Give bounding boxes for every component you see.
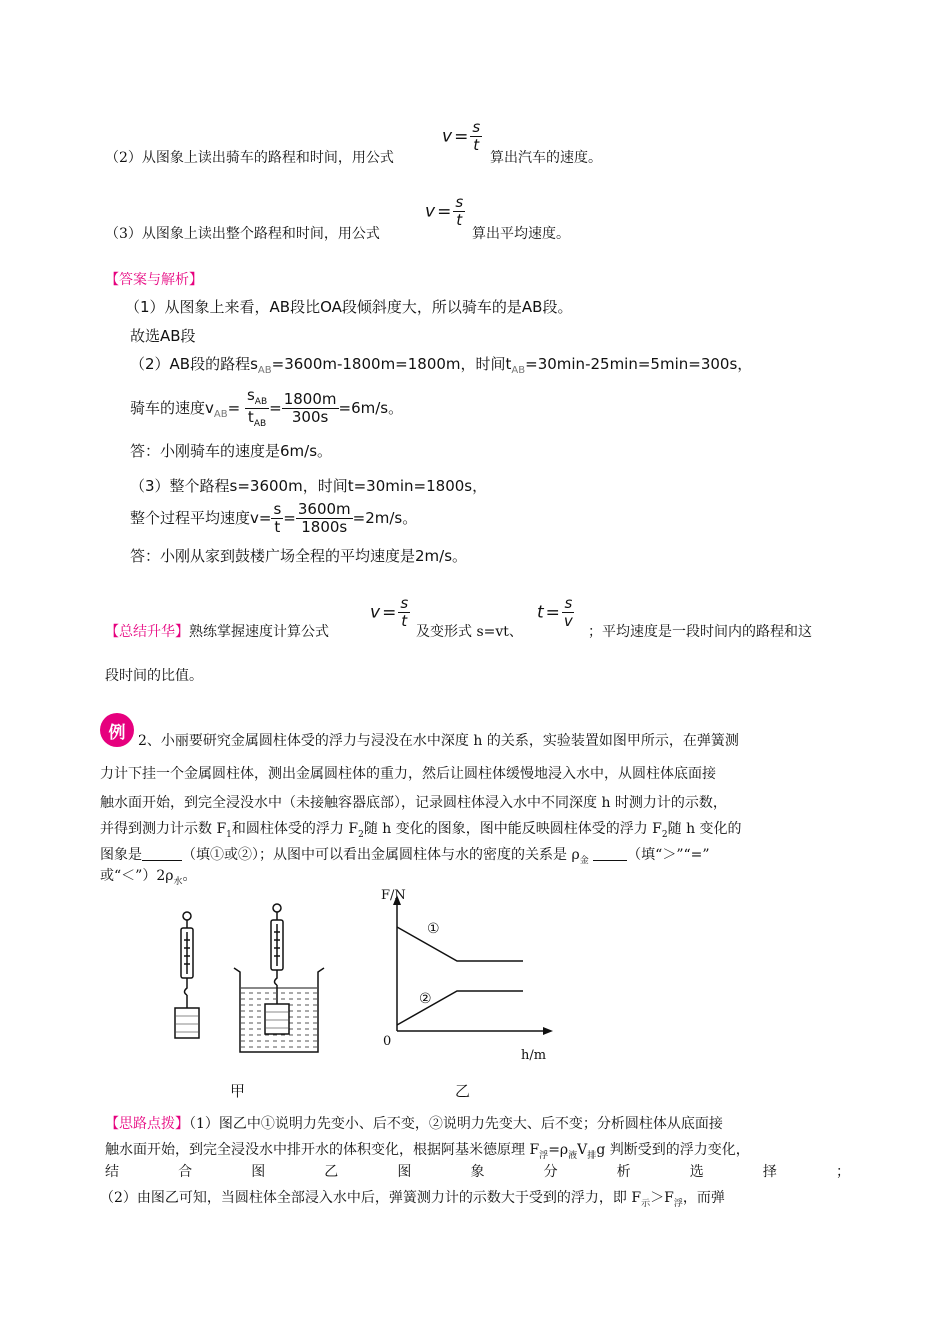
hint-header: 【思路点拨】: [105, 1116, 189, 1132]
cylinder-left: [175, 1008, 199, 1038]
hint-line-4: （2）由图乙可知，当圆柱体全部浸入水中后，弹簧测力计的示数大于受到的浮力，即 $F_示>F_浮$，而弹: [100, 1190, 725, 1209]
answer-line-6: （3）整个路程s=3600m，时间t=30min=1800s，: [130, 477, 488, 495]
step2-text-after: 算出汽车的速度。: [490, 150, 602, 166]
figure-jia-apparatus: [160, 900, 360, 1060]
example-line-5: 图象是 （填①或②）；从图中可以看出金属圆柱体与水的密度的关系是 $\rho_金$ （填“＞”“=”: [100, 847, 710, 866]
example-line-2: 力计下挂一个金属圆柱体，测出金属圆柱体的重力，然后让圆柱体缓慢地浸入水中，从圆柱体底面接: [100, 766, 716, 782]
answer-line-4: 骑车的速度$v_{AB}=$ $\frac{s_{AB}}{t_{AB}}$ = $\frac{1800m}{300s}$ =6m/s。: [130, 386, 404, 429]
summary-line-1: 【总结升华】熟练掌握速度计算公式: [105, 624, 329, 640]
step3-text-after: 算出平均速度。: [472, 226, 570, 242]
curve-1-label: ①: [427, 921, 440, 937]
hint-line-3: 结 合 图 乙 图 象 分 析 选 择 ；: [105, 1164, 850, 1180]
answer-line-1: （1）从图象上来看，AB段比OA段倾斜度大，所以骑车的是AB段。: [125, 298, 573, 316]
curve-2: [397, 991, 523, 1025]
curve-2-label: ②: [419, 991, 432, 1007]
formula-v-s-t-2: v = $\frac{s}{t}$: [425, 193, 464, 229]
formula-v-s-t-3: v = $\frac{s}{t}$: [370, 594, 409, 630]
spring-scale-left: [181, 912, 193, 1008]
fraction-1800m-300s: $\frac{1800m}{300s}$: [283, 390, 337, 426]
figure-label-jia: 甲: [230, 1082, 246, 1100]
x-axis-label: h/m: [521, 1048, 547, 1063]
formula-t-s-v: t = $\frac{s}{v}$: [537, 594, 573, 630]
answer-blank-1[interactable]: [142, 846, 182, 861]
curve-1: [397, 927, 523, 961]
summary-line-2: 段时间的比值。: [105, 668, 203, 684]
y-axis-label: F/N: [381, 888, 406, 903]
hint-line-1: 【思路点拨】（1）图乙中①说明力先变小、后不变，②说明力先变大、后不变；分析圆柱体从底面接: [105, 1116, 723, 1132]
answer-line-5: 答：小刚骑车的速度是6m/s。: [130, 442, 333, 460]
fraction-sAB-tAB: $\frac{s_{AB}}{t_{AB}}$: [246, 386, 268, 429]
step3-text-before: （3）从图象上读出整个路程和时间，用公式: [105, 226, 380, 242]
summary-line-1b: 及变形式 s=vt、: [416, 624, 523, 640]
example-line-1: 2、小丽要研究金属圆柱体受的浮力与浸没在水中深度 h 的关系，实验装置如图甲所示，在弹簧测: [138, 733, 739, 749]
answer-blank-2[interactable]: [593, 846, 627, 861]
fraction-3600m-1800s: $\frac{3600m}{1800s}$: [297, 500, 351, 536]
formula-v-s-t-1: v = $\frac{s}{t}$: [442, 118, 481, 154]
origin-label: 0: [383, 1034, 392, 1049]
summary-header: 【总结升华】: [105, 624, 189, 640]
example-line-6: 或“$<”)2\rho_水$。: [100, 868, 197, 887]
answer-line-8: 答：小刚从家到鼓楼广场全程的平均速度是2m/s。: [130, 547, 468, 565]
fraction-s-t: $\frac{s}{t}$: [273, 500, 282, 536]
summary-line-1c: ；平均速度是一段时间内的路程和这: [588, 624, 812, 640]
figure-label-yi: 乙: [455, 1082, 471, 1100]
step2-text-before: （2）从图象上读出骑车的路程和时间，用公式: [105, 150, 394, 166]
example-badge: 例: [100, 713, 134, 747]
example-line-4: 并得到测力计示数 $F_1$和圆柱体受的浮力 $F_2$随 h 变化的图象，图中能反映圆柱体受的浮力 $F_2$随 h 变化的: [100, 821, 742, 840]
example-line-3: 触水面开始，到完全浸没水中（未接触容器底部），记录圆柱体浸入水中不同深度 h 时测力计的示数，: [100, 795, 727, 811]
answer-line-3: （2）AB段的路程$s_{AB}=3600m-1800m=1800m$，时间$t_{AB}=30\min-25\min=5\min=300s$，: [130, 355, 753, 376]
cylinder-right: [265, 1004, 289, 1034]
answer-header: 【答案与解析】: [105, 272, 203, 288]
answer-line-7: 整个过程平均速度v= $\frac{s}{t}$ = $\frac{3600m}{1800s}$ =2m/s。: [130, 500, 418, 536]
figure-yi-graph: [375, 885, 565, 1065]
answer-line-2: 故选AB段: [130, 327, 196, 345]
hint-line-2: 触水面开始，到完全浸没水中排开水的体积变化，根据阿基米德原理 $F_浮=\rho_液V_排g$ 判断受到的浮力变化，: [105, 1142, 750, 1161]
